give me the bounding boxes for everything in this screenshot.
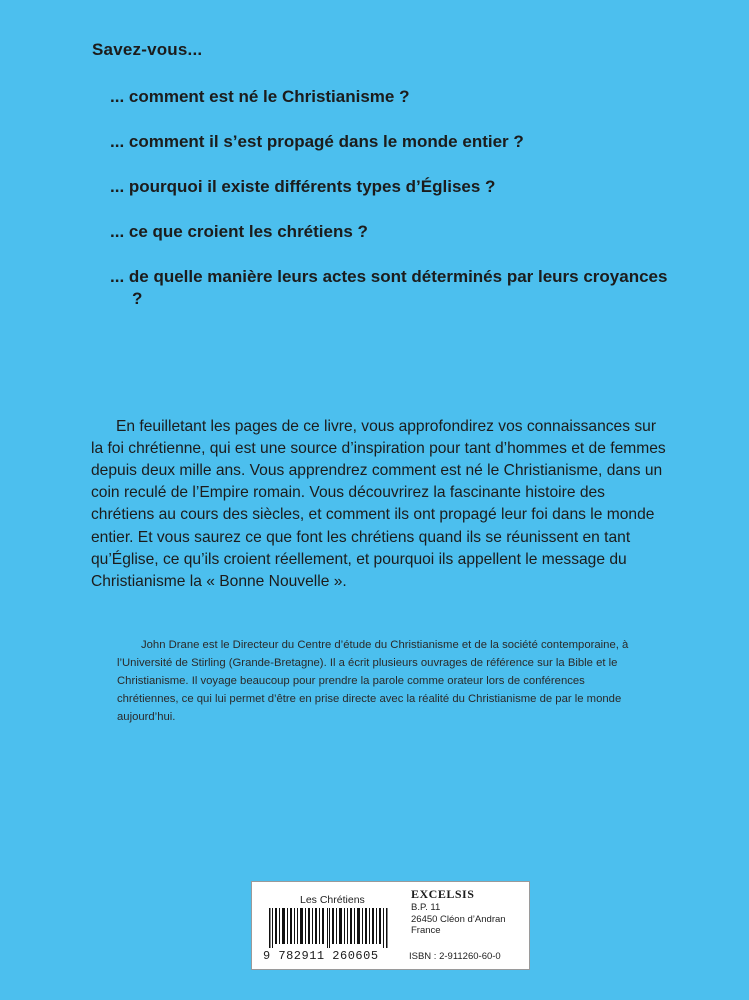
barcode-image: [269, 908, 389, 948]
question-item: ... comment il s’est propagé dans le monde entier ?: [110, 132, 524, 151]
address-line: B.P. 11: [411, 902, 441, 913]
publisher-address: [411, 902, 506, 937]
summary-paragraph: En feuilletant les pages de ce livre, vous approfondirez vos connaissances sur la foi chrétienne, qui est une source d’inspiration pour tant d’hommes et de femmes depuis deux mille ans. Vous apprendrez comment est né le Christianisme, dans un coin reculé de l’Empire romain. Vous découvrirez la fascinante histoire des chrétiens au cours des siècles, et comment ils ont propagé leur foi dans le monde entier. Et vous saurez ce que font les chrétiens quand ils se réunissent en tant qu’Église, ce qu’ils croient réellement, et pourquoi ils appellent le message du Christianisme la « Bonne Nouvelle ».: [91, 417, 666, 591]
question-item: ... ce que croient les chrétiens ?: [110, 222, 368, 241]
question-item: ... de quelle manière leurs actes sont déterminés par leurs croyances ?: [110, 267, 668, 308]
question-item: ... comment est né le Christianisme ?: [110, 87, 410, 106]
barcode-label: [251, 881, 530, 970]
intro-heading: Savez-vous...: [92, 40, 203, 59]
publisher-name: EXCELSIS: [411, 887, 475, 901]
book-title: Les Chrétiens: [300, 894, 365, 906]
barcode-digits: 9 782911 260605: [263, 949, 379, 963]
question-list: [110, 86, 670, 333]
author-bio: John Drane est le Directeur du Centre d’étude du Christianisme et de la société contemporaine, à l’Université de Stirling (Grande-Bretagne). Il a écrit plusieurs ouvrages de référence sur la Bible et le Christianisme. Il voyage beaucoup pour prendre la parole comme orateur lors de conférences chrétiennes, ce qui lui permet d’être en prise directe avec la réalité du Christianisme de par le monde aujourd’hui.: [117, 639, 629, 724]
address-line: 26450 Cléon d’Andran: [411, 913, 506, 925]
isbn: ISBN : 2-911260-60-0: [409, 951, 501, 962]
address-line: France: [411, 925, 441, 936]
question-item: ... pourquoi il existe différents types d’Églises ?: [110, 177, 496, 196]
